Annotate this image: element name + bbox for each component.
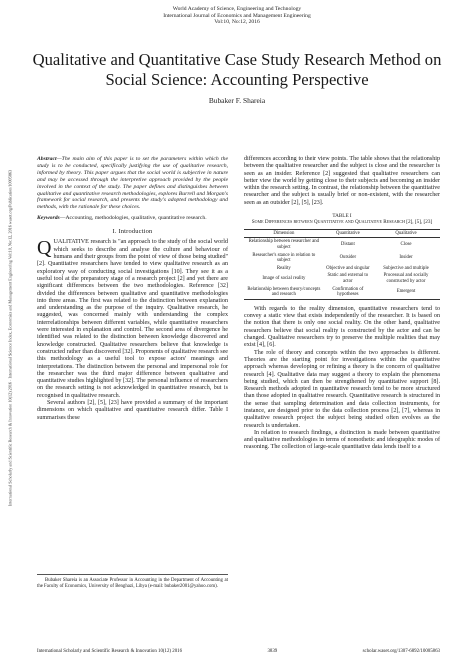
table-cell: Relationship between theory/concepts and research: [244, 286, 324, 300]
intro-paragraph-1: [37, 239, 228, 400]
keywords-text: —Accounting, methodologies, qualitative, quantitative research.: [59, 215, 207, 222]
table-cell: Close: [400, 242, 412, 248]
comparison-table: [244, 229, 440, 300]
journal-header: [0, 6, 474, 26]
table-header-cell: Qualitative: [372, 229, 440, 238]
abstract-text: —The main aim of this paper is to set the parameters within which the study is to be conducted, specifically justifying the use of qualitative research, informed by theory. This paper argues that the social world is subjective in nature and may be accessed through the interpretive approach provided by the people involved in the context of the study. The paper defines and distinguishes between qualitative and quantitative research methodologies, explores Burrell and Morgan's framework for social research, and presents the study's adopted methodology and methods, with the rationale for these choices.: [37, 156, 228, 211]
paper-title: Qualitative and Quantitative Case Study Research Method on Social Science: Accounting Perspective: [32, 50, 442, 89]
table-cell: Confirmation of hypotheses: [324, 286, 372, 300]
table-caption-text: Some Differences between Quantitative and Qualitative Research [2], [5], [23]: [251, 219, 433, 226]
abstract-label: Abstract: [37, 156, 57, 162]
body-paragraph-3: The role of theory and concepts within the two approaches is different. Theories are the starting point for investigations within the quantitative approach whereas developing or refining a theory is the concern of qualitative research [4]. Qualitative data may suggest a theory to explain the phenomena being studied, which can then be strengthened by quantitative support [8]. Research methods adopted in quantitative research tend to be more structured than those adopted in qualitative research. Quantitative research is structured in the sense that sampling determination and data collection instruments, for instance, are designed prior to the data collection process [2], [7], whereas in qualitative research project the subject being studied often evolves as the research is undertaken.: [244, 349, 440, 429]
page-number: 3839: [267, 649, 278, 654]
table-cell: Image of social reality: [262, 276, 306, 282]
body-paragraph-1: differences according to their view points. The table shows that the relationship between the qualitative researcher and the subject is close and the researcher is seen as an insider. Reference [2] suggested that qualitative researchers can better view the world by getting close to their subjects and becoming an insider within the research setting. In contrast, the relationship between the quantitative researcher and the subject is usually brief or non-existent, with the researcher seen as an outsider [2], [5], [23].: [244, 156, 440, 206]
table-header-cell: Quantitative: [324, 229, 372, 238]
table-header-row: [244, 229, 440, 238]
table-cell: Processual and socially constructed by actor: [383, 273, 429, 285]
intro-paragraph-2: Several authors [2], [5], [23] have provided a summary of the important dimensions on which qualitative and quantitative research differ. Table I summarises these: [37, 399, 228, 421]
left-column: [37, 156, 228, 422]
keywords-label: Keywords: [37, 215, 60, 222]
footer-journal: International Scholarly and Scientific Research & Innovation 10(12) 2016: [37, 649, 183, 654]
page-footer: [37, 649, 440, 654]
table-caption: [244, 213, 440, 226]
table-header-cell: Dimension: [244, 229, 324, 238]
table-cell: Objective and singular: [326, 265, 370, 271]
table-cell: Static and external to actor: [327, 273, 369, 285]
intro-paragraph-1-text: UALITATIVE research is "an approach to the study of the social world which seeks to describe and analyse the culture and behaviour of humans and their groups from the point of view of those being studied" [2]. Quantitative researchers have tended to view qualitative research as an exploratory way of conducting social investigations [10]. They see it as a useful tool at the preparatory stage of a research project [2] and yet there are significant differences between the two methodologies. Reference [32] divided the differences between qualitative and quantitative methodologies into three areas. The first was related to the distinction between explanation and understanding as the purpose of the inquiry. Qualitative research, he suggested, was concerned mainly with understanding the complex interrelationships between different variables, while quantitative researchers were interested in explanation and control. The second area of divergence he identified was related to the distinction between knowledge discovered and knowledge constructed. Qualitative researchers believe that knowledge is constructed rather than discovered [32]. Proponents of qualitative research see this methodology as a useful tool to expose actors' meanings and interpretations. The distinction between the personal and impersonal role for the researcher was the third major difference between qualitative and quantitative studies highlighted by [32]. The personal influence of researchers on the research setting is not acknowledged in quantitative research, but is recognised in qualitative research.: [37, 239, 228, 399]
table-cell: Outsider: [339, 255, 357, 261]
footer-link: scholar.waset.org/1307-6892/10005863: [362, 649, 440, 654]
table-cell: Researcher's stance in relation to subject: [252, 252, 316, 264]
table-cell: Reality: [276, 265, 291, 271]
table-row: [244, 252, 440, 265]
table-label: TABLE I: [332, 213, 352, 220]
table-row: [244, 238, 440, 252]
section-heading-introduction: I. Introduction: [112, 228, 153, 236]
table-cell: Relationship between researcher and subject: [248, 239, 320, 251]
table-cell: Subjective and multiple: [383, 265, 429, 271]
table-row: [244, 265, 440, 273]
author-name: Bubaker F. Shareia: [208, 96, 266, 105]
table-cell: Emergent: [372, 286, 440, 300]
journal-subtitle: International Journal of Economics and Management Engineering: [163, 12, 311, 19]
journal-volume: Vol:10, No:12, 2016: [214, 19, 260, 26]
journal-name: World Academy of Science, Engineering and Technology: [172, 6, 302, 12]
right-column: [244, 156, 440, 452]
body-paragraph-4: In relation to research findings, a distinction is made between quantitative and qualitative methodologies in terms of nomothetic and ideographic modes of reasoning. The collection of large-scale quantitative data lends itself to a: [244, 429, 440, 451]
drop-cap: Q: [37, 237, 52, 260]
author-footnote: Bubaker Shareia is an Associate Professor in Accounting in the Department of Accounting at the Faculty of Economics, University of Benghazi, Libya (e-mail: bubaker2001@yahoo.com).: [37, 574, 228, 590]
body-paragraph-2: With regards to the reality dimension, quantitative researchers tend to convey a static view that exists independently of the researcher. It is based on the notion that there is only one social reality. On the other hand, qualitative researchers believe that social reality is constructed by the actor and can be changed. Qualitative researchers try to preserve the multiple realities that may exist [4], [6].: [244, 305, 440, 349]
table-cell: Insider: [399, 255, 413, 261]
sidebar-index-text: International Scholarly and Scientific Research & Innovation 10(12) 2016 · International Science Index, Economics and Management Engineering Vol:10, No:12, 2016 waset.org/Publication/10005863: [7, 169, 13, 506]
keywords: [37, 215, 228, 222]
table-row: [244, 286, 440, 300]
table-row: [244, 272, 440, 285]
abstract: [37, 156, 228, 211]
table-cell: Distant: [340, 242, 355, 248]
